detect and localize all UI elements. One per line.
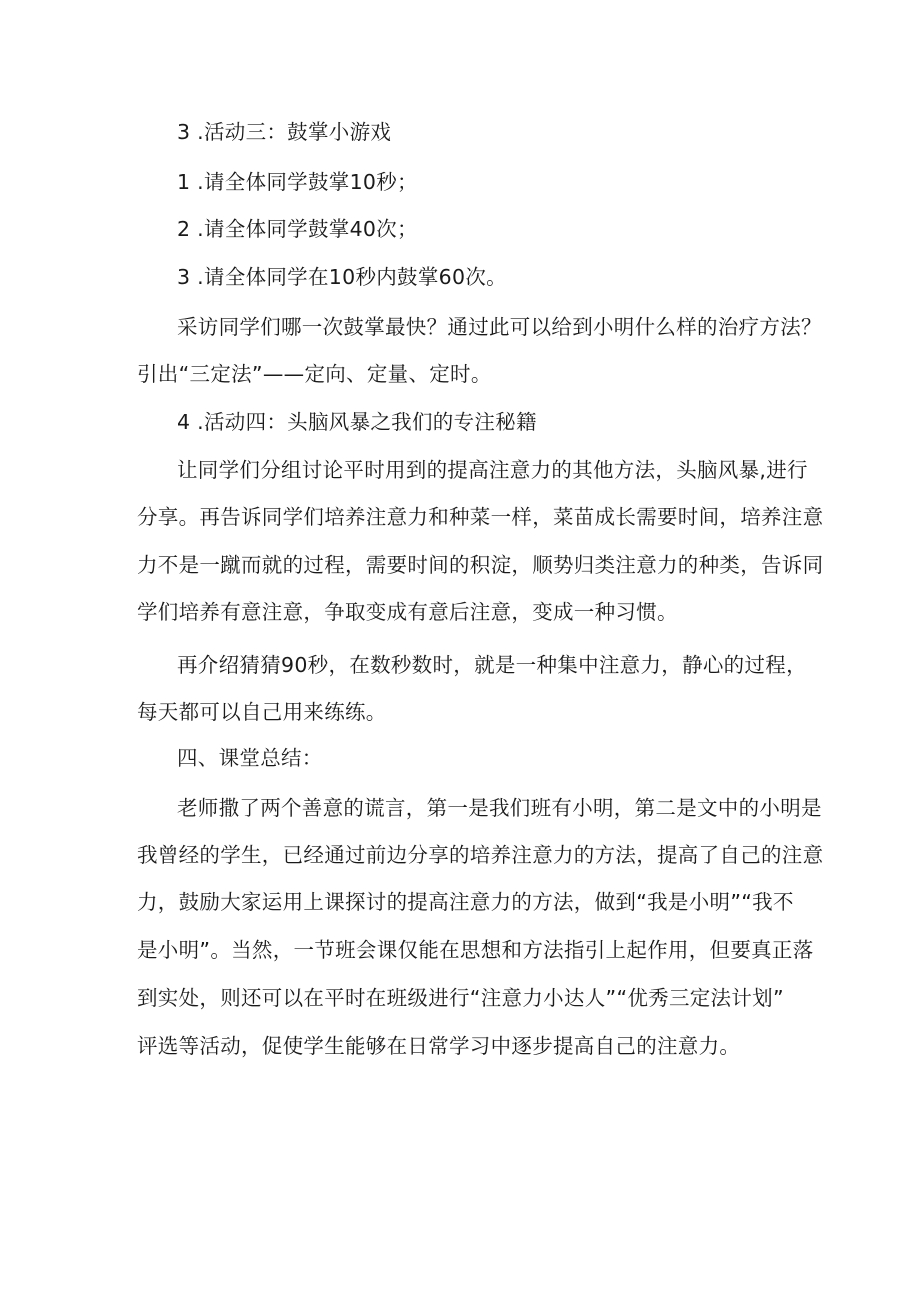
interview-para-line2: 引出“三定法”——定向、定量、定时。 bbox=[137, 362, 492, 386]
clap-step-3: 3 .请全体同学在10秒内鼓掌60次。 bbox=[177, 265, 507, 289]
activity3-heading: 3 .活动三：鼓掌小游戏 bbox=[177, 120, 392, 144]
discussion-para-line2: 分享。再告诉同学们培养注意力和种菜一样，菜苗成长需要时间，培养注意 bbox=[137, 505, 824, 529]
discussion-para-line3: 力不是一蹴而就的过程，需要时间的积淀，顺势归类注意力的种类，告诉同 bbox=[137, 553, 824, 577]
summary-para-line4: 是小明”。当然，一节班会课仅能在思想和方法指引上起作用，但要真正落 bbox=[137, 938, 814, 962]
summary-para-line2: 我曾经的学生，已经通过前边分享的培养注意力的方法，提高了自己的注意 bbox=[137, 843, 824, 867]
summary-para-line5: 到实处，则还可以在平时在班级进行“注意力小达人”“优秀三定法计划” bbox=[137, 986, 784, 1010]
clap-step-1: 1 .请全体同学鼓掌10秒； bbox=[177, 170, 418, 194]
interview-para-line1: 采访同学们哪一次鼓掌最快？通过此可以给到小明什么样的治疗方法？ bbox=[177, 315, 822, 339]
summary-heading: 四、课堂总结： bbox=[177, 746, 323, 770]
discussion-para-line4: 学们培养有意注意，争取变成有意后注意，变成一种习惯。 bbox=[137, 600, 678, 624]
discussion-para-line1: 让同学们分组讨论平时用到的提高注意力的其他方法，头脑风暴,进行 bbox=[177, 458, 808, 482]
summary-para-line1: 老师撒了两个善意的谎言，第一是我们班有小明，第二是文中的小明是 bbox=[177, 796, 822, 820]
summary-para-line6: 评选等活动，促使学生能够在日常学习中逐步提高自己的注意力。 bbox=[137, 1034, 741, 1058]
guess-para-line1: 再介绍猜猜90秒，在数秒数时，就是一种集中注意力，静心的过程， bbox=[177, 653, 807, 677]
clap-step-2: 2 .请全体同学鼓掌40次； bbox=[177, 217, 418, 241]
guess-para-line2: 每天都可以自己用来练练。 bbox=[137, 700, 387, 724]
activity4-heading: 4 .活动四：头脑风暴之我们的专注秘籍 bbox=[177, 410, 537, 434]
summary-para-line3: 力，鼓励大家运用上课探讨的提高注意力的方法，做到“我是小明”“我不 bbox=[137, 890, 794, 914]
